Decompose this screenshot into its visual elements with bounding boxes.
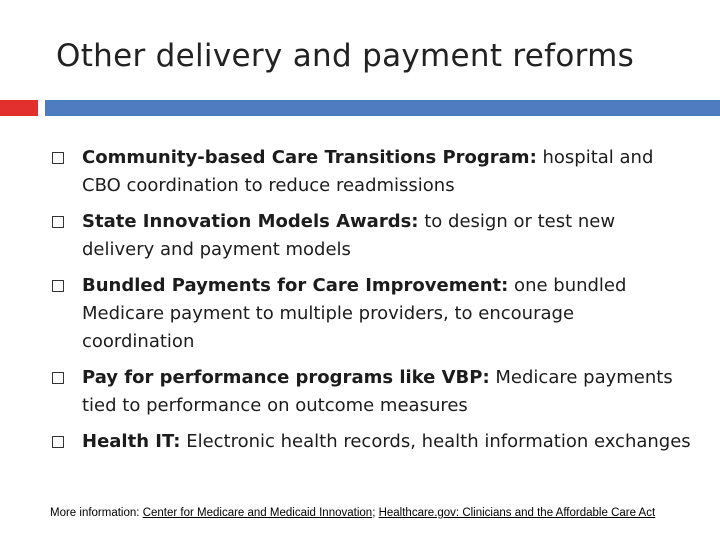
slide-title: Other delivery and payment reforms xyxy=(56,38,635,74)
bullet-lead: Health IT: xyxy=(82,431,181,452)
healthcare-gov-link[interactable]: Healthcare.gov: Clinicians and the Affordable Care Act xyxy=(378,507,656,519)
bullet-list xyxy=(52,144,692,456)
bullet-lead: Bundled Payments for Care Improvement: xyxy=(82,275,509,296)
square-bullet-icon xyxy=(52,152,64,164)
accent-bar-blue xyxy=(45,100,720,116)
bullet-text: Electronic health records, health information exchanges xyxy=(180,431,691,452)
bullet-item-health-it xyxy=(52,428,692,456)
square-bullet-icon xyxy=(52,280,64,292)
footer-more-information xyxy=(50,507,655,519)
bullet-text: one bundled Medicare payment to multiple providers, to encourage coordination xyxy=(82,275,627,352)
square-bullet-icon xyxy=(52,372,64,384)
footer-prefix: More information: xyxy=(50,507,143,519)
bullet-item-pay-for-performance xyxy=(52,364,692,420)
cmmi-link[interactable]: Center for Medicare and Medicaid Innovation xyxy=(142,507,373,519)
bullet-item-state-innovation xyxy=(52,208,692,264)
bullet-lead: Community-based Care Transitions Program: xyxy=(82,147,537,168)
accent-bar-red xyxy=(0,100,38,116)
bullet-text: Medicare payments tied to performance on outcome measures xyxy=(82,367,673,416)
bullet-lead: State Innovation Models Awards: xyxy=(82,211,419,232)
square-bullet-icon xyxy=(52,436,64,448)
bullet-item-care-transitions xyxy=(52,144,692,200)
bullet-item-bundled-payments xyxy=(52,272,692,356)
bullet-text: to design or test new delivery and payment models xyxy=(82,211,616,260)
bullet-text: hospital and CBO coordination to reduce readmissions xyxy=(82,147,654,196)
square-bullet-icon xyxy=(52,216,64,228)
footer-separator: ; xyxy=(372,507,379,519)
bullet-lead: Pay for performance programs like VBP: xyxy=(82,367,490,388)
